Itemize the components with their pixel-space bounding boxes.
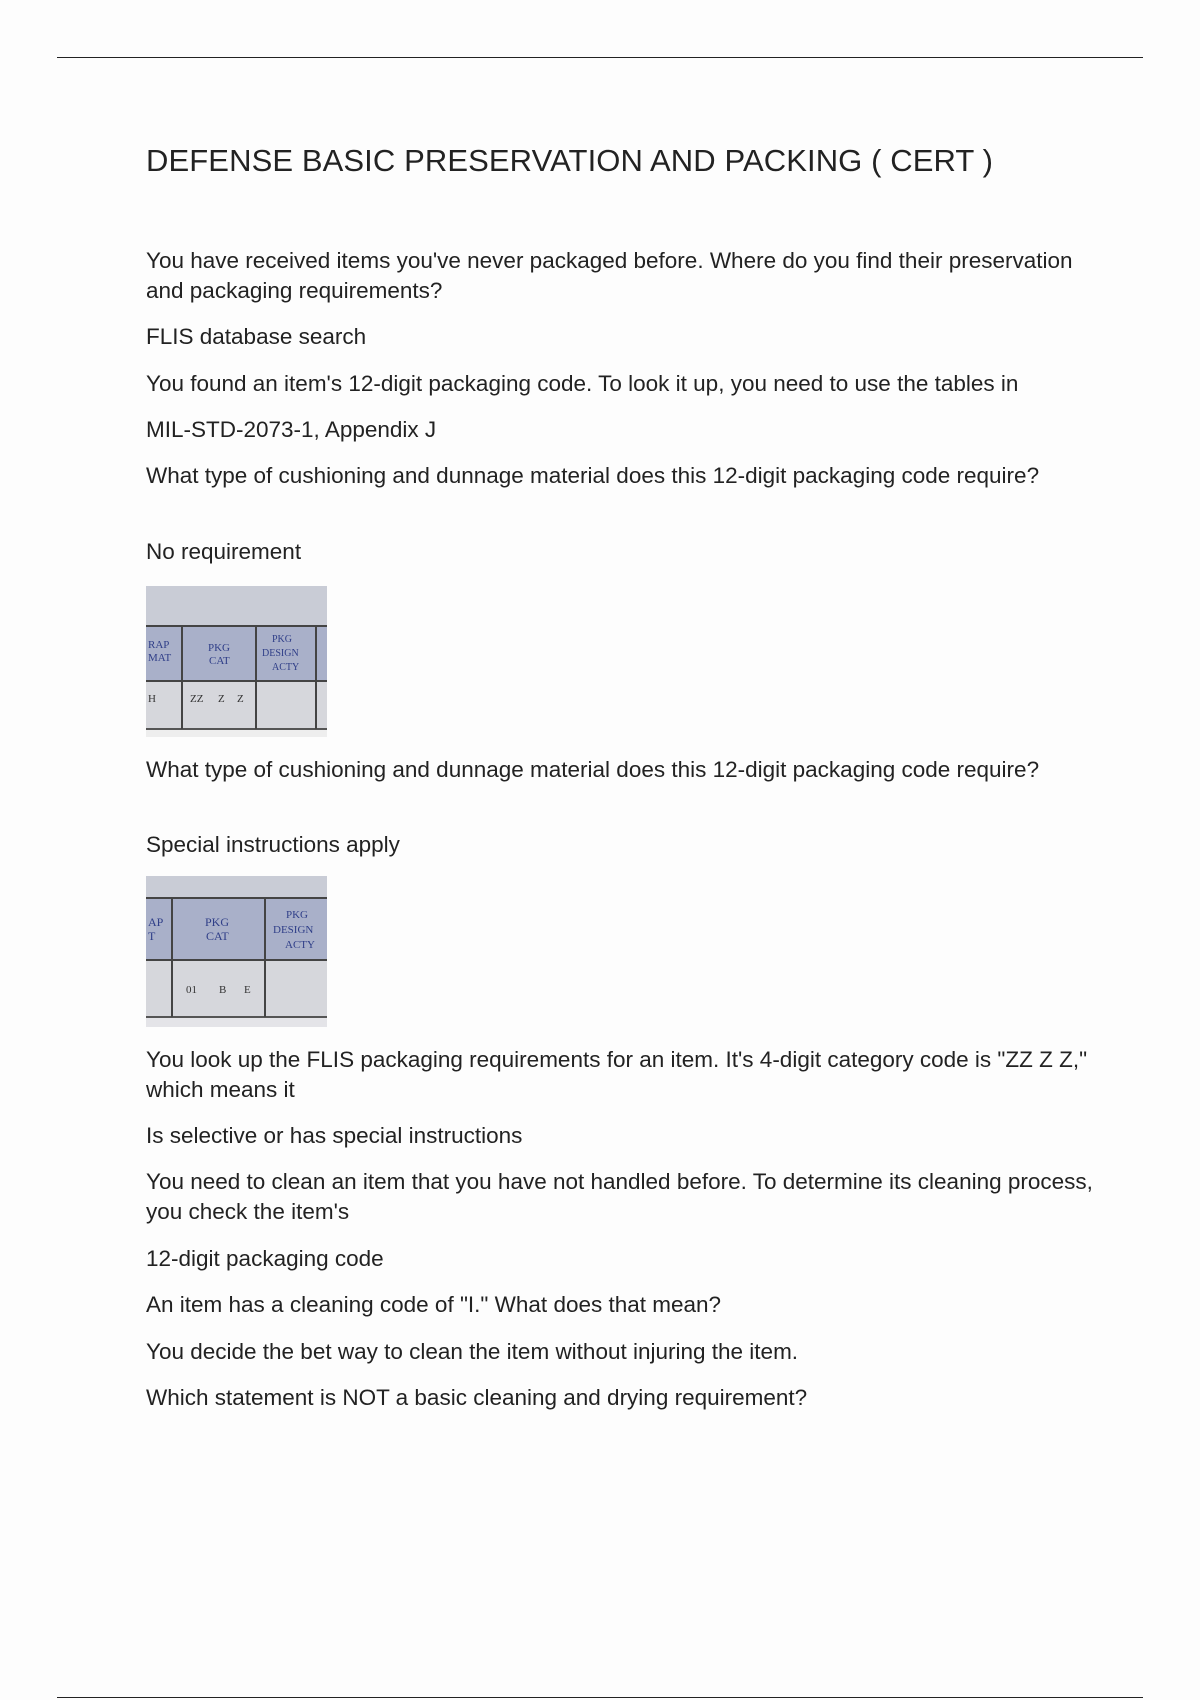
top-rule <box>57 57 1143 58</box>
answer-3: No requirement <box>146 539 302 564</box>
cell-header: PKG <box>205 915 230 929</box>
cell-value: Z <box>237 693 244 705</box>
cell-header: PKG <box>272 634 293 645</box>
cell-value: Z <box>218 693 225 705</box>
cell-header: MAT <box>148 652 172 664</box>
packaging-table-image-1 <box>146 586 327 737</box>
cell-header: DESIGN <box>262 648 299 659</box>
cell-value: ZZ <box>190 693 204 705</box>
answer-2: MIL-STD-2073-1, Appendix J <box>146 417 437 442</box>
question-1: You have received items you've never packaged before. Where do you find their preservation and packaging requirements? <box>146 248 1073 303</box>
cell-header: CAT <box>206 929 229 943</box>
bottom-rule <box>57 1697 1143 1698</box>
answer-1: FLIS database search <box>146 324 367 349</box>
answer-6: 12-digit packaging code <box>146 1246 384 1271</box>
packaging-table-image-2 <box>146 876 327 1027</box>
answer-4: Special instructions apply <box>146 832 400 857</box>
answer-5: Is selective or has special instructions <box>146 1123 523 1148</box>
cell-header: AP <box>148 915 164 929</box>
answer-7: You decide the bet way to clean the item without injuring the item. <box>146 1339 799 1364</box>
question-6: You need to clean an item that you have not handled before. To determine its cleaning process, you check the item's <box>146 1169 1093 1224</box>
question-5: You look up the FLIS packaging requirements for an item. It's 4-digit category code is "ZZ Z Z," which means it <box>146 1047 1088 1102</box>
cell-value: E <box>244 984 251 996</box>
question-3: What type of cushioning and dunnage material does this 12-digit packaging code require? <box>146 463 1040 488</box>
question-4: What type of cushioning and dunnage material does this 12-digit packaging code require? <box>146 757 1040 782</box>
question-2: You found an item's 12-digit packaging code. To look it up, you need to use the tables in <box>146 371 1019 396</box>
cell-value: H <box>148 693 156 705</box>
cell-header: PKG <box>286 909 309 921</box>
cell-header: T <box>148 929 156 943</box>
cell-header: PKG <box>208 642 231 654</box>
cell-value: 01 <box>186 984 197 996</box>
cell-header: ACTY <box>285 939 315 951</box>
cell-header: CAT <box>209 655 230 667</box>
cell-header: ACTY <box>272 662 300 673</box>
question-8: Which statement is NOT a basic cleaning and drying requirement? <box>146 1385 808 1410</box>
question-7: An item has a cleaning code of "I." What does that mean? <box>146 1292 722 1317</box>
cell-value: B <box>219 984 227 996</box>
page-title: DEFENSE BASIC PRESERVATION AND PACKING ( CERT ) <box>146 143 994 178</box>
cell-header: RAP <box>148 639 170 651</box>
cell-header: DESIGN <box>273 924 314 936</box>
